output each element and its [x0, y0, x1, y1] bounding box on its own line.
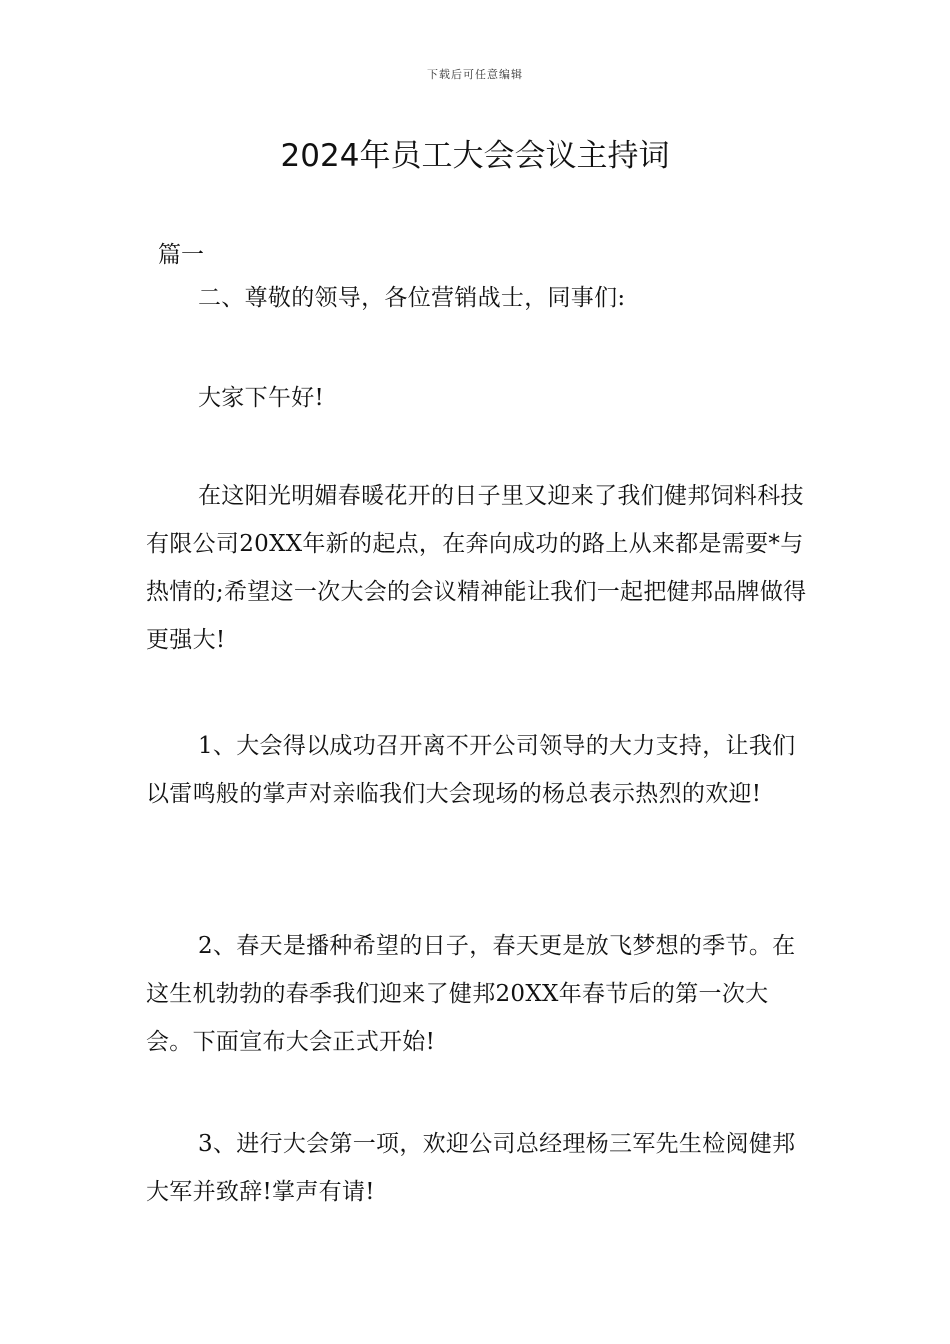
- paragraph-greeting-address: 二、尊敬的领导，各位营销战士，同事们:: [198, 285, 626, 311]
- paragraph-greeting: 大家下午好!: [198, 385, 325, 411]
- paragraph-item-2: 2、春天是播种希望的日子，春天更是放飞梦想的季节。在这生机勃勃的春季我们迎来了健邦20XX年春节后的第一次大会。下面宣布大会正式开始!: [146, 933, 796, 1055]
- paragraph-item-1: 1、大会得以成功召开离不开公司领导的大力支持，让我们以雷鸣般的掌声对亲临我们大会现场的杨总表示热烈的欢迎!: [146, 733, 796, 807]
- section-label: 篇一: [158, 242, 204, 268]
- paragraph-opening: 在这阳光明媚春暖花开的日子里又迎来了我们健邦饲料科技有限公司20XX年新的起点，在奔向成功的路上从来都是需要*与热情的;希望这一次大会的会议精神能让我们一起把健邦品牌做得更强大!: [146, 483, 807, 653]
- document-title: 2024年员工大会会议主持词: [280, 138, 670, 174]
- paragraph-item-3: 3、进行大会第一项，欢迎公司总经理杨三军先生检阅健邦大军并致辞!掌声有请!: [146, 1131, 796, 1205]
- header-note: 下载后可任意编辑: [427, 68, 523, 81]
